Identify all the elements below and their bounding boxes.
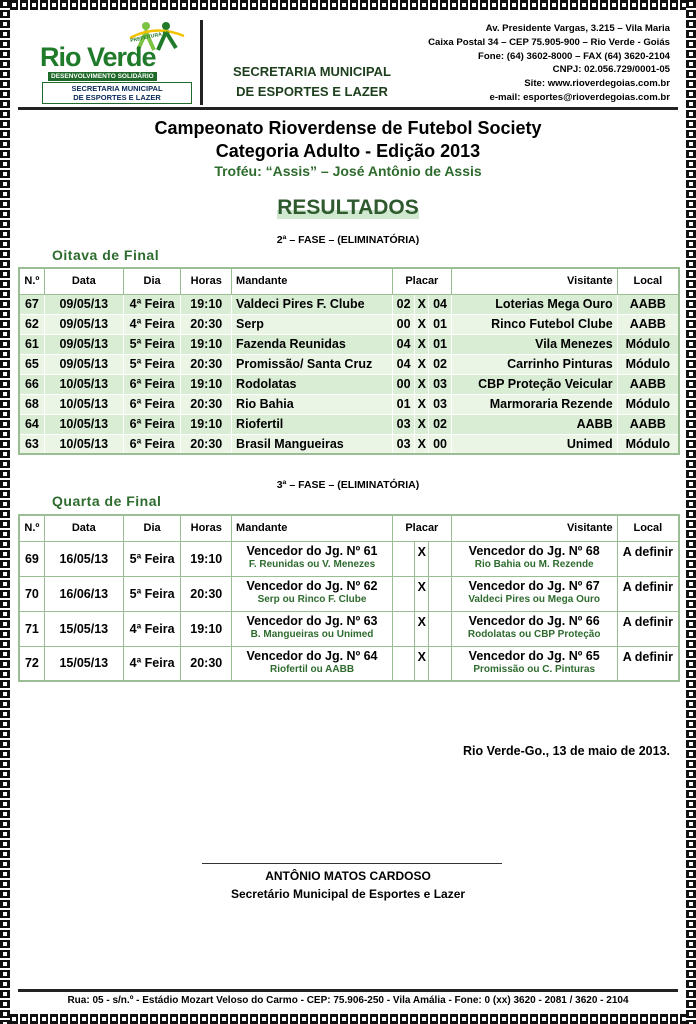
away-team-label: Vencedor do Jg. Nº 66 [468,613,600,628]
match-time: 20:30 [181,646,232,681]
away-team-options: Valdeci Pires ou Mega Ouro [468,593,601,605]
match-time: 20:30 [181,576,232,611]
match-number: 70 [19,576,44,611]
match-venue: Módulo [617,354,679,374]
match-venue: A definir [617,541,679,576]
match-day: 4ª Feira [123,294,181,314]
match-venue: AABB [617,414,679,434]
away-team-label: Vencedor do Jg. Nº 68 [468,543,600,558]
match-number: 61 [19,334,44,354]
championship-title: Campeonato Rioverdense de Futebol Society [154,118,542,138]
phase3-name: Quarta de Final [52,493,162,509]
score-separator: X [415,611,429,646]
away-team [451,611,617,646]
match-number: 65 [19,354,44,374]
away-team-label: Vencedor do Jg. Nº 65 [468,648,600,663]
signer-name: ANTÔNIO MATOS CARDOSO [265,869,431,883]
away-score [429,646,451,681]
away-team-options: Promissão ou C. Pinturas [473,663,596,675]
match-day: 5ª Feira [123,576,181,611]
match-time: 19:10 [181,611,232,646]
col-day: Dia [123,515,181,541]
col-num: N.º [19,268,44,294]
table-header-row [19,268,679,294]
score-separator: X [415,646,429,681]
match-number: 62 [19,314,44,334]
match-date: 10/05/13 [44,394,123,414]
away-score: 01 [429,334,451,354]
col-date: Data [44,515,123,541]
match-date: 10/05/13 [44,434,123,454]
trophy-title: Troféu: “Assis” – José Antônio de Assis [214,163,482,179]
away-score [429,611,451,646]
match-venue: AABB [617,314,679,334]
secretaria-line2: DE ESPORTES E LAZER [236,84,388,99]
away-team: Rinco Futebol Clube [451,314,617,334]
match-venue: A definir [617,611,679,646]
dateline: Rio Verde-Go., 13 de maio de 2013. [462,744,670,758]
score-separator: X [415,576,429,611]
home-score: 01 [392,394,414,414]
phase3-label: 3ª – FASE – (ELIMINATÓRIA) [276,479,420,491]
home-team: Promissão/ Santa Cruz [232,354,393,374]
secretaria-line1: SECRETARIA MUNICIPAL [233,64,391,79]
away-team: Unimed [451,434,617,454]
home-score [392,646,414,681]
match-time: 20:30 [181,434,232,454]
away-score: 01 [429,314,451,334]
home-team [232,611,393,646]
table-row [19,414,679,434]
signature-line [202,863,502,864]
match-venue: A definir [617,646,679,681]
home-team-options: Riofertil ou AABB [269,663,355,675]
home-team: Rio Bahia [232,394,393,414]
match-date: 10/05/13 [44,374,123,394]
match-time: 20:30 [181,394,232,414]
score-separator: X [415,314,429,334]
contact-address: Av. Presidente Vargas, 3.215 – Vila Maria [485,23,670,34]
logo-department [42,82,192,104]
table-row [19,354,679,374]
contact-cnpj: CNPJ: 02.056.729/0001-05 [552,64,670,76]
table-row [19,294,679,314]
col-day: Dia [123,268,181,294]
match-venue: A definir [617,576,679,611]
contact-postal: Caixa Postal 34 – CEP 75.905-900 – Rio Verde - Goiás [428,36,670,48]
match-number: 68 [19,394,44,414]
match-day: 4ª Feira [123,611,181,646]
away-team: Carrinho Pinturas [451,354,617,374]
col-score: Placar [392,515,451,541]
table-row [19,646,679,681]
match-day: 5ª Feira [123,354,181,374]
home-team-options: B. Mangueiras ou Unimed [250,628,374,640]
header-rule [18,107,678,110]
col-num: N.º [19,515,44,541]
match-day: 4ª Feira [123,646,181,681]
table-row [19,394,679,414]
score-separator: X [415,354,429,374]
results-heading [0,196,696,220]
match-venue: AABB [617,294,679,314]
home-score: 00 [392,314,414,334]
contact-block [428,22,670,105]
match-time: 20:30 [181,354,232,374]
home-score [392,576,414,611]
home-team-label: Vencedor do Jg. Nº 61 [246,543,378,558]
home-team: Valdeci Pires F. Clube [232,294,393,314]
match-day: 6ª Feira [123,394,181,414]
score-separator: X [415,414,429,434]
col-home: Mandante [232,515,393,541]
col-away: Visitante [451,268,617,294]
away-team: CBP Proteção Veicular [451,374,617,394]
score-separator: X [415,541,429,576]
away-team [451,646,617,681]
home-team-options: F. Reunidas ou V. Menezes [248,558,376,570]
match-time: 19:10 [181,294,232,314]
header-divider [200,20,203,105]
home-team-label: Vencedor do Jg. Nº 63 [246,613,378,628]
col-time: Horas [181,268,232,294]
home-team: Riofertil [232,414,393,434]
home-team [232,646,393,681]
match-date: 09/05/13 [44,354,123,374]
match-date: 15/05/13 [44,611,123,646]
away-score: 04 [429,294,451,314]
match-time: 20:30 [181,314,232,334]
phase3-table [18,514,680,682]
table-header-row [19,515,679,541]
score-separator: X [415,294,429,314]
table-row [19,314,679,334]
home-score [392,611,414,646]
away-team: Loterias Mega Ouro [451,294,617,314]
match-venue: AABB [617,374,679,394]
contact-email[interactable]: e-mail: esportes@rioverdegoias.com.br [489,91,670,103]
home-score: 03 [392,414,414,434]
away-score: 03 [429,394,451,414]
results-heading-text: RESULTADOS [277,196,419,219]
match-day: 5ª Feira [123,334,181,354]
phase2-name: Oitava de Final [52,247,160,263]
logo-slogan: DESENVOLVIMENTO SOLIDÁRIO [48,72,157,81]
match-venue: Módulo [617,434,679,454]
footer-address: Rua: 05 - s/n.º - Estádio Mozart Veloso do Carmo - CEP: 75.906-250 - Vila Amália - Fone: 0 (xx) 3620 - 2081 / 3620 - 2104 [67,995,629,1006]
secretaria-title [214,62,410,102]
score-separator: X [415,434,429,454]
match-date: 09/05/13 [44,314,123,334]
score-separator: X [415,334,429,354]
table-row [19,576,679,611]
match-date: 10/05/13 [44,414,123,434]
match-day: 6ª Feira [123,414,181,434]
rio-verde-logo [38,20,194,106]
away-score: 02 [429,414,451,434]
away-team [451,576,617,611]
home-team [232,576,393,611]
away-team: Vila Menezes [451,334,617,354]
contact-site[interactable]: Site: www.rioverdegoias.com.br [524,78,670,90]
match-date: 09/05/13 [44,334,123,354]
match-day: 6ª Feira [123,374,181,394]
away-team-options: Rodolatas ou CBP Proteção [467,628,601,640]
match-time: 19:10 [181,541,232,576]
away-team-label: Vencedor do Jg. Nº 67 [468,578,600,593]
contact-phone: Fone: (64) 3602-8000 – FAX (64) 3620-2104 [478,50,670,62]
match-time: 19:10 [181,334,232,354]
match-number: 69 [19,541,44,576]
away-score [429,576,451,611]
col-home: Mandante [232,268,393,294]
table-row [19,434,679,454]
match-time: 19:10 [181,374,232,394]
col-time: Horas [181,515,232,541]
logo-brand: Rio Verde [40,42,156,72]
score-separator: X [415,394,429,414]
away-score: 03 [429,374,451,394]
match-day: 4ª Feira [123,314,181,334]
home-team [232,541,393,576]
match-number: 63 [19,434,44,454]
logo-prefeitura: PREFEITURA DE [129,29,171,45]
category-title: Categoria Adulto - Edição 2013 [215,141,481,161]
match-number: 67 [19,294,44,314]
home-team-label: Vencedor do Jg. Nº 64 [246,648,378,663]
table-row [19,611,679,646]
match-number: 64 [19,414,44,434]
away-team [451,541,617,576]
away-team: Marmoraria Rezende [451,394,617,414]
home-team: Serp [232,314,393,334]
away-score: 02 [429,354,451,374]
logo-dept-line1: SECRETARIA MUNICIPAL [71,84,163,93]
table-row [19,541,679,576]
score-separator: X [415,374,429,394]
decorative-border-top [0,0,696,10]
home-score: 03 [392,434,414,454]
home-team-label: Vencedor do Jg. Nº 62 [246,578,378,593]
home-team: Brasil Mangueiras [232,434,393,454]
away-score: 00 [429,434,451,454]
home-score: 00 [392,374,414,394]
match-time: 19:10 [181,414,232,434]
match-number: 66 [19,374,44,394]
match-number: 72 [19,646,44,681]
footer-rule [18,989,678,992]
match-day: 6ª Feira [123,434,181,454]
home-team: Rodolatas [232,374,393,394]
home-score [392,541,414,576]
col-venue: Local [617,515,679,541]
match-day: 5ª Feira [123,541,181,576]
decorative-border-bottom [0,1014,696,1024]
home-team: Fazenda Reunidas [232,334,393,354]
logo-dept-line2: DE ESPORTES E LAZER [73,93,161,102]
home-score: 02 [392,294,414,314]
match-venue: Módulo [617,334,679,354]
home-score: 04 [392,354,414,374]
table-row [19,374,679,394]
match-date: 16/05/13 [44,541,123,576]
away-team-options: Rio Bahia ou M. Rezende [474,558,594,570]
col-score: Placar [392,268,451,294]
away-score [429,541,451,576]
table-row [19,334,679,354]
phase2-table [18,267,680,455]
match-date: 16/06/13 [44,576,123,611]
home-score: 04 [392,334,414,354]
col-venue: Local [617,268,679,294]
match-date: 09/05/13 [44,294,123,314]
signer-role: Secretário Municipal de Esportes e Lazer [230,887,466,901]
match-number: 71 [19,611,44,646]
col-away: Visitante [451,515,617,541]
home-team-options: Serp ou Rinco F. Clube [257,593,367,605]
phase2-label: 2ª – FASE – (ELIMINATÓRIA) [276,234,420,246]
match-date: 15/05/13 [44,646,123,681]
col-date: Data [44,268,123,294]
match-venue: Módulo [617,394,679,414]
away-team: AABB [451,414,617,434]
